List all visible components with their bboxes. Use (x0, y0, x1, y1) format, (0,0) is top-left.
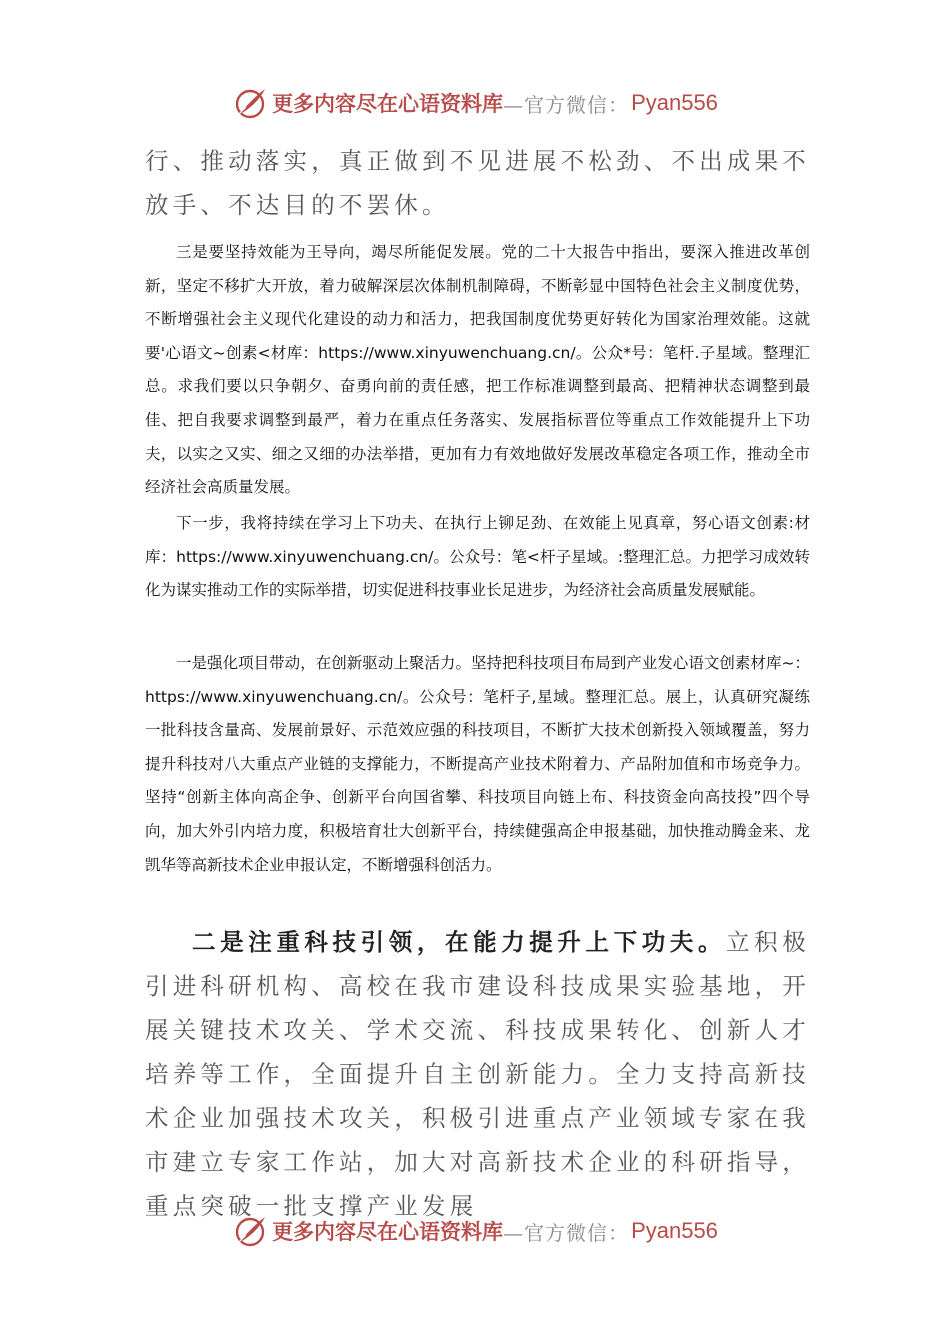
paragraph-text (145, 920, 810, 1228)
quill-logo-icon (232, 85, 268, 121)
paragraph-one (145, 647, 810, 882)
paragraph-text: 下一步，我将持续在学习上下功夫、在执行上铆足劲、在效能上见真章，努心语文创素:材库：https://www.xinyuwenchuang.cn/。公众号：笔<杆子星域。:整理汇总。力把学习成效转化为谋实推动工作的实际举措，切实促进科技事业长足进步，为经济社会高质量发展赋能。 (145, 514, 810, 600)
paragraph-text: 三是要坚持效能为王导向，竭尽所能促发展。党的二十大报告中指出，要深入推进改革创新，坚定不移扩大开放，着力破解深层次体制机制障碍，不断彰显中国特色社会主义制度优势，不断增强社会主义现代化建设的动力和活力，把我国制度优势更好转化为国家治理效能。这就要'心语文~创素<材库：https://www.xinyuwenchuang.cn/。公众*号：笔杆.子星域。整理汇总。求我们要以只争朝夕、奋勇向前的责任感，把工作标准调整到最高、把精神状态调整到最佳、把自我要求调整到最严，着力在重点任务落实、发展指标晋位等重点工作效能提升上下功夫，以实之又实、细之又细的办法举措，更加有力有效地做好发展改革稳定各项工作，推动全市经济社会高质量发展。 (145, 243, 810, 497)
paragraph-next-step (145, 507, 810, 608)
header-banner (0, 83, 950, 123)
paragraph-text: 行、推动落实，真正做到不见进展不松劲、不出成果不放手、不达目的不罢休。 (145, 147, 810, 219)
paragraph-text: 一是强化项目带动，在创新驱动上聚活力。坚持把科技项目布局到产业发心语文创素材库~：https://www.xinyuwenchuang.cn/。公众号：笔杆子,星域。整理汇总。展上，认真研究凝练一批科技含量高、发展前景好、示范效应强的科技项目，不断扩大技术创新投入领域覆盖，努力提升科技对八大重点产业链的支撑能力，不断提高产业技术附着力、产品附加值和市场竞争力。坚持“创新主体向高企争、创新平台向国省攀、科技项目向链上布、科技资金向高技投”四个导向，加大外引内培力度，积极培育壮大创新平台，持续健强高企申报基础，加快推动腾金来、龙凯华等高新技术企业申报认定，不断增强科创活力。 (145, 654, 810, 874)
banner-main-text: 更多内容尽在心语资料库 (272, 91, 504, 116)
paragraph-two (145, 920, 810, 1228)
paragraph-three (145, 236, 810, 505)
paragraph-lead: 二是注重科技引领，在能力提升上下功夫。 (192, 928, 727, 956)
banner-sub-text: —官方微信： (503, 92, 630, 117)
paragraph-continuation (145, 139, 810, 227)
quill-logo-icon (232, 1213, 268, 1249)
footer-banner (0, 1211, 950, 1251)
paragraph-body: 立积极引进科研机构、高校在我市建设科技成果实验基地，开展关键技术攻关、学术交流、科技成果转化、创新人才培养等工作，全面提升自主创新能力。全力支持高新技术企业加强技术攻关，积极引进重点产业领域专家在我市建立专家工作站，加大对高新技术企业的科研指导，重点突破一批支撑产业发展 (145, 928, 810, 1220)
banner-wechat-id: Pyan556 (631, 90, 718, 115)
banner-sub-text: —官方微信： (503, 1220, 630, 1245)
banner-main-text: 更多内容尽在心语资料库 (272, 1219, 504, 1244)
banner-wechat-id: Pyan556 (631, 1218, 718, 1243)
